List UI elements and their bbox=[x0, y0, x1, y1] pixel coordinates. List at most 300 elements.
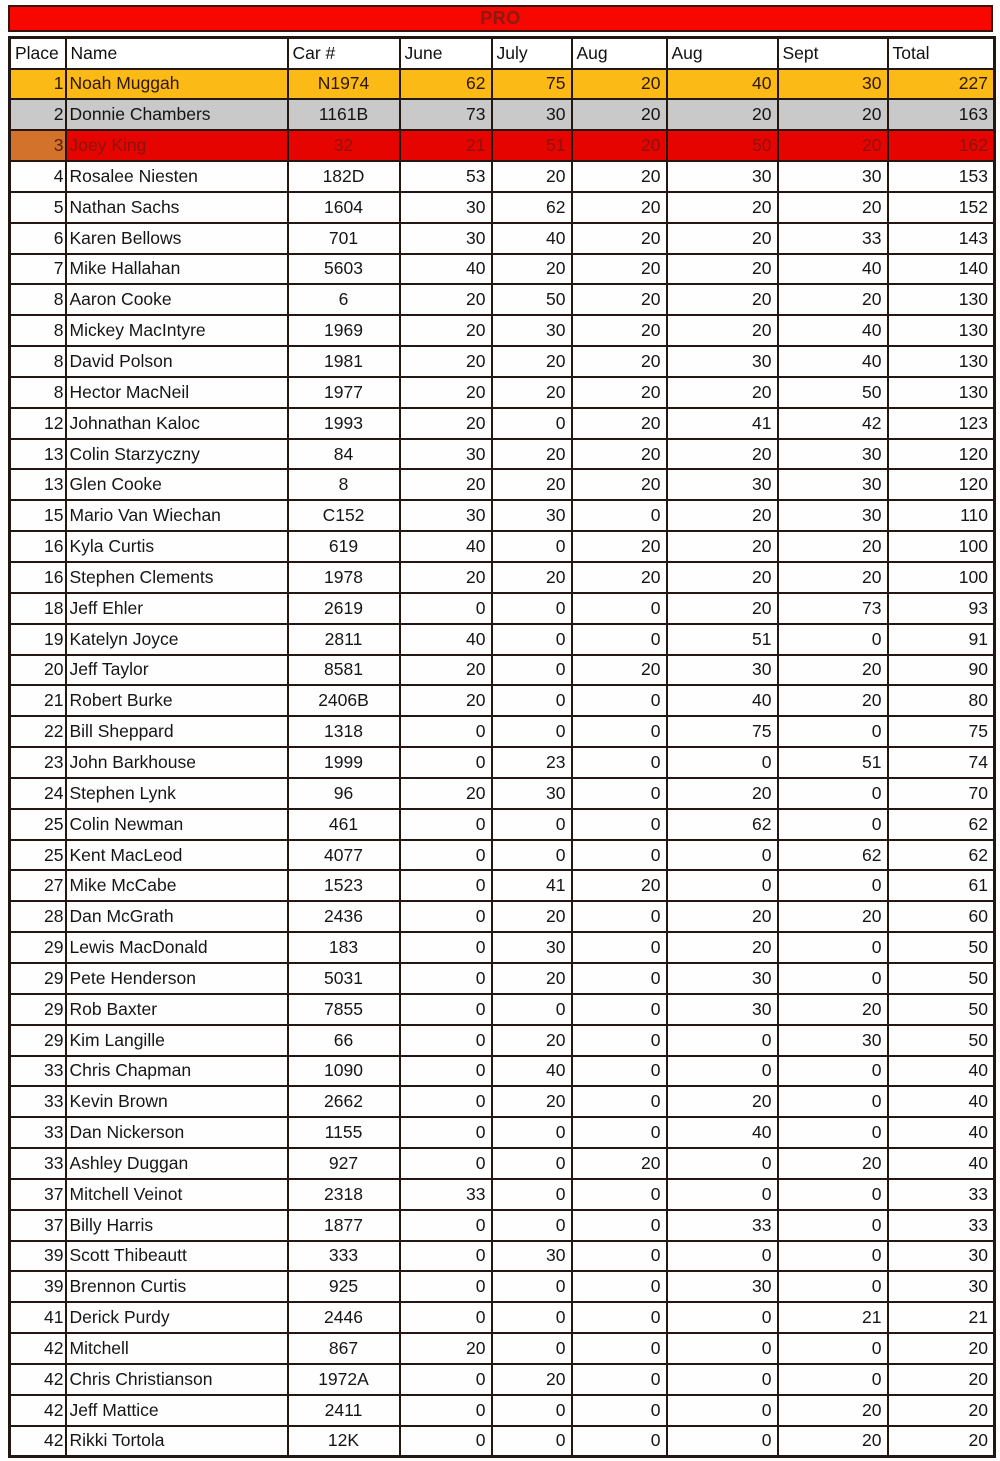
aug1-score-cell: 0 bbox=[572, 963, 667, 994]
column-header-aug2: Aug bbox=[667, 38, 778, 69]
name-cell: Johnathan Kaloc bbox=[66, 408, 288, 439]
july-score-cell: 0 bbox=[492, 716, 572, 747]
name-cell: Derick Purdy bbox=[66, 1302, 288, 1333]
total-cell: 50 bbox=[888, 963, 995, 994]
june-score-cell: 40 bbox=[400, 531, 492, 562]
sept-score-cell: 0 bbox=[778, 716, 888, 747]
aug1-score-cell: 0 bbox=[572, 1179, 667, 1210]
name-cell: Lewis MacDonald bbox=[66, 932, 288, 963]
aug2-score-cell: 20 bbox=[667, 192, 778, 223]
sept-score-cell: 30 bbox=[778, 469, 888, 500]
table-row bbox=[10, 130, 995, 161]
total-cell: 143 bbox=[888, 223, 995, 254]
aug1-score-cell: 0 bbox=[572, 932, 667, 963]
car-number-cell: 2406B bbox=[288, 685, 400, 716]
sept-score-cell: 20 bbox=[778, 1395, 888, 1426]
aug1-score-cell: 0 bbox=[572, 1241, 667, 1272]
aug2-score-cell: 20 bbox=[667, 223, 778, 254]
standings-table-body bbox=[10, 69, 995, 1457]
table-row bbox=[10, 439, 995, 470]
name-cell: Chris Chapman bbox=[66, 1056, 288, 1087]
column-header-sept: Sept bbox=[778, 38, 888, 69]
total-cell: 30 bbox=[888, 1271, 995, 1302]
sept-score-cell: 0 bbox=[778, 809, 888, 840]
july-score-cell: 30 bbox=[492, 1241, 572, 1272]
table-row bbox=[10, 1241, 995, 1272]
sept-score-cell: 0 bbox=[778, 1056, 888, 1087]
july-score-cell: 0 bbox=[492, 1210, 572, 1241]
total-cell: 152 bbox=[888, 192, 995, 223]
sept-score-cell: 50 bbox=[778, 377, 888, 408]
place-cell: 29 bbox=[10, 994, 66, 1025]
aug2-score-cell: 30 bbox=[667, 963, 778, 994]
sept-score-cell: 30 bbox=[778, 439, 888, 470]
aug1-score-cell: 0 bbox=[572, 500, 667, 531]
car-number-cell: 1161B bbox=[288, 99, 400, 130]
july-score-cell: 0 bbox=[492, 1179, 572, 1210]
aug1-score-cell: 20 bbox=[572, 161, 667, 192]
total-cell: 20 bbox=[888, 1426, 995, 1457]
aug2-score-cell: 40 bbox=[667, 685, 778, 716]
car-number-cell: 2436 bbox=[288, 901, 400, 932]
june-score-cell: 0 bbox=[400, 716, 492, 747]
car-number-cell: 2318 bbox=[288, 1179, 400, 1210]
june-score-cell: 40 bbox=[400, 624, 492, 655]
june-score-cell: 20 bbox=[400, 469, 492, 500]
total-cell: 20 bbox=[888, 1364, 995, 1395]
name-cell: Dan Nickerson bbox=[66, 1117, 288, 1148]
total-cell: 75 bbox=[888, 716, 995, 747]
aug1-score-cell: 20 bbox=[572, 562, 667, 593]
aug2-score-cell: 50 bbox=[667, 130, 778, 161]
table-row bbox=[10, 1210, 995, 1241]
aug1-score-cell: 0 bbox=[572, 1302, 667, 1333]
june-score-cell: 73 bbox=[400, 99, 492, 130]
place-cell: 21 bbox=[10, 685, 66, 716]
name-cell: Rob Baxter bbox=[66, 994, 288, 1025]
june-score-cell: 0 bbox=[400, 809, 492, 840]
june-score-cell: 0 bbox=[400, 1302, 492, 1333]
aug1-score-cell: 0 bbox=[572, 778, 667, 809]
name-cell: Bill Sheppard bbox=[66, 716, 288, 747]
aug1-score-cell: 0 bbox=[572, 1426, 667, 1457]
aug1-score-cell: 20 bbox=[572, 469, 667, 500]
aug2-score-cell: 20 bbox=[667, 531, 778, 562]
sept-score-cell: 40 bbox=[778, 254, 888, 285]
sept-score-cell: 20 bbox=[778, 130, 888, 161]
aug2-score-cell: 20 bbox=[667, 1086, 778, 1117]
june-score-cell: 33 bbox=[400, 1179, 492, 1210]
name-cell: Joey King bbox=[66, 130, 288, 161]
june-score-cell: 20 bbox=[400, 315, 492, 346]
class-title: PRO bbox=[480, 8, 521, 28]
car-number-cell: 1978 bbox=[288, 562, 400, 593]
total-cell: 120 bbox=[888, 439, 995, 470]
table-row bbox=[10, 747, 995, 778]
car-number-cell: 4077 bbox=[288, 840, 400, 871]
car-number-cell: C152 bbox=[288, 500, 400, 531]
sept-score-cell: 0 bbox=[778, 778, 888, 809]
total-cell: 140 bbox=[888, 254, 995, 285]
july-score-cell: 51 bbox=[492, 130, 572, 161]
car-number-cell: 1999 bbox=[288, 747, 400, 778]
total-cell: 153 bbox=[888, 161, 995, 192]
aug2-score-cell: 0 bbox=[667, 1241, 778, 1272]
place-cell: 37 bbox=[10, 1179, 66, 1210]
name-cell: Colin Newman bbox=[66, 809, 288, 840]
table-row bbox=[10, 1333, 995, 1364]
table-row bbox=[10, 809, 995, 840]
table-row bbox=[10, 1179, 995, 1210]
june-score-cell: 0 bbox=[400, 1025, 492, 1056]
car-number-cell: 1155 bbox=[288, 1117, 400, 1148]
place-cell: 18 bbox=[10, 593, 66, 624]
table-row bbox=[10, 346, 995, 377]
july-score-cell: 0 bbox=[492, 655, 572, 686]
july-score-cell: 0 bbox=[492, 1271, 572, 1302]
table-row bbox=[10, 531, 995, 562]
july-score-cell: 0 bbox=[492, 685, 572, 716]
name-cell: Glen Cooke bbox=[66, 469, 288, 500]
sept-score-cell: 42 bbox=[778, 408, 888, 439]
name-cell: Kyla Curtis bbox=[66, 531, 288, 562]
sept-score-cell: 30 bbox=[778, 1025, 888, 1056]
place-cell: 13 bbox=[10, 439, 66, 470]
july-score-cell: 20 bbox=[492, 901, 572, 932]
place-cell: 20 bbox=[10, 655, 66, 686]
table-row bbox=[10, 254, 995, 285]
june-score-cell: 30 bbox=[400, 223, 492, 254]
car-number-cell: 96 bbox=[288, 778, 400, 809]
car-number-cell: 66 bbox=[288, 1025, 400, 1056]
sept-score-cell: 20 bbox=[778, 994, 888, 1025]
july-score-cell: 20 bbox=[492, 254, 572, 285]
place-cell: 12 bbox=[10, 408, 66, 439]
aug2-score-cell: 40 bbox=[667, 1117, 778, 1148]
total-cell: 130 bbox=[888, 346, 995, 377]
sept-score-cell: 20 bbox=[778, 901, 888, 932]
name-cell: Jeff Mattice bbox=[66, 1395, 288, 1426]
place-cell: 42 bbox=[10, 1364, 66, 1395]
table-row bbox=[10, 963, 995, 994]
table-row bbox=[10, 1271, 995, 1302]
sept-score-cell: 33 bbox=[778, 223, 888, 254]
aug1-score-cell: 20 bbox=[572, 531, 667, 562]
name-cell: Colin Starzyczny bbox=[66, 439, 288, 470]
column-header-june: June bbox=[400, 38, 492, 69]
aug1-score-cell: 0 bbox=[572, 1025, 667, 1056]
total-cell: 60 bbox=[888, 901, 995, 932]
aug2-score-cell: 75 bbox=[667, 716, 778, 747]
sept-score-cell: 20 bbox=[778, 99, 888, 130]
sept-score-cell: 0 bbox=[778, 932, 888, 963]
car-number-cell: 1604 bbox=[288, 192, 400, 223]
car-number-cell: 183 bbox=[288, 932, 400, 963]
total-cell: 91 bbox=[888, 624, 995, 655]
name-cell: Hector MacNeil bbox=[66, 377, 288, 408]
june-score-cell: 0 bbox=[400, 901, 492, 932]
total-cell: 50 bbox=[888, 1025, 995, 1056]
car-number-cell: 12K bbox=[288, 1426, 400, 1457]
july-score-cell: 40 bbox=[492, 1056, 572, 1087]
aug1-score-cell: 20 bbox=[572, 223, 667, 254]
column-header-total: Total bbox=[888, 38, 995, 69]
sept-score-cell: 0 bbox=[778, 1117, 888, 1148]
car-number-cell: 1972A bbox=[288, 1364, 400, 1395]
total-cell: 40 bbox=[888, 1117, 995, 1148]
total-cell: 70 bbox=[888, 778, 995, 809]
aug2-score-cell: 30 bbox=[667, 655, 778, 686]
aug1-score-cell: 0 bbox=[572, 1395, 667, 1426]
name-cell: Jeff Ehler bbox=[66, 593, 288, 624]
place-cell: 27 bbox=[10, 870, 66, 901]
june-score-cell: 20 bbox=[400, 1333, 492, 1364]
total-cell: 20 bbox=[888, 1333, 995, 1364]
name-cell: Ashley Duggan bbox=[66, 1148, 288, 1179]
class-title-bar bbox=[8, 5, 993, 32]
aug2-score-cell: 20 bbox=[667, 778, 778, 809]
place-cell: 5 bbox=[10, 192, 66, 223]
name-cell: Stephen Lynk bbox=[66, 778, 288, 809]
june-score-cell: 0 bbox=[400, 1148, 492, 1179]
table-row bbox=[10, 716, 995, 747]
aug1-score-cell: 20 bbox=[572, 315, 667, 346]
july-score-cell: 0 bbox=[492, 1302, 572, 1333]
table-row bbox=[10, 315, 995, 346]
table-row bbox=[10, 932, 995, 963]
car-number-cell: 2811 bbox=[288, 624, 400, 655]
place-cell: 25 bbox=[10, 840, 66, 871]
car-number-cell: 619 bbox=[288, 531, 400, 562]
total-cell: 40 bbox=[888, 1056, 995, 1087]
table-row bbox=[10, 870, 995, 901]
aug2-score-cell: 0 bbox=[667, 1302, 778, 1333]
name-cell: Stephen Clements bbox=[66, 562, 288, 593]
aug1-score-cell: 0 bbox=[572, 1364, 667, 1395]
name-cell: Katelyn Joyce bbox=[66, 624, 288, 655]
place-cell: 42 bbox=[10, 1395, 66, 1426]
july-score-cell: 20 bbox=[492, 439, 572, 470]
aug2-score-cell: 20 bbox=[667, 593, 778, 624]
total-cell: 61 bbox=[888, 870, 995, 901]
aug1-score-cell: 20 bbox=[572, 192, 667, 223]
june-score-cell: 0 bbox=[400, 994, 492, 1025]
table-row bbox=[10, 1117, 995, 1148]
june-score-cell: 0 bbox=[400, 870, 492, 901]
june-score-cell: 40 bbox=[400, 254, 492, 285]
aug1-score-cell: 0 bbox=[572, 624, 667, 655]
total-cell: 100 bbox=[888, 531, 995, 562]
place-cell: 3 bbox=[10, 130, 66, 161]
aug2-score-cell: 0 bbox=[667, 1333, 778, 1364]
july-score-cell: 0 bbox=[492, 624, 572, 655]
sept-score-cell: 0 bbox=[778, 1179, 888, 1210]
aug2-score-cell: 20 bbox=[667, 901, 778, 932]
june-score-cell: 30 bbox=[400, 192, 492, 223]
total-cell: 130 bbox=[888, 284, 995, 315]
place-cell: 41 bbox=[10, 1302, 66, 1333]
aug2-score-cell: 0 bbox=[667, 1025, 778, 1056]
aug1-score-cell: 20 bbox=[572, 254, 667, 285]
aug1-score-cell: 20 bbox=[572, 870, 667, 901]
july-score-cell: 0 bbox=[492, 1426, 572, 1457]
total-cell: 130 bbox=[888, 315, 995, 346]
sept-score-cell: 0 bbox=[778, 1364, 888, 1395]
table-row bbox=[10, 1148, 995, 1179]
aug1-score-cell: 20 bbox=[572, 69, 667, 100]
table-row bbox=[10, 1025, 995, 1056]
car-number-cell: 5031 bbox=[288, 963, 400, 994]
june-score-cell: 30 bbox=[400, 500, 492, 531]
table-row bbox=[10, 161, 995, 192]
aug1-score-cell: 20 bbox=[572, 130, 667, 161]
table-row bbox=[10, 655, 995, 686]
sept-score-cell: 0 bbox=[778, 1271, 888, 1302]
aug2-score-cell: 33 bbox=[667, 1210, 778, 1241]
aug2-score-cell: 30 bbox=[667, 994, 778, 1025]
table-row bbox=[10, 1056, 995, 1087]
table-row bbox=[10, 994, 995, 1025]
july-score-cell: 0 bbox=[492, 809, 572, 840]
place-cell: 28 bbox=[10, 901, 66, 932]
sept-score-cell: 0 bbox=[778, 1086, 888, 1117]
aug1-score-cell: 0 bbox=[572, 1086, 667, 1117]
car-number-cell: 1523 bbox=[288, 870, 400, 901]
aug2-score-cell: 30 bbox=[667, 346, 778, 377]
name-cell: Chris Christianson bbox=[66, 1364, 288, 1395]
aug1-score-cell: 20 bbox=[572, 408, 667, 439]
place-cell: 29 bbox=[10, 932, 66, 963]
table-row bbox=[10, 593, 995, 624]
july-score-cell: 30 bbox=[492, 932, 572, 963]
name-cell: Nathan Sachs bbox=[66, 192, 288, 223]
name-cell: Kevin Brown bbox=[66, 1086, 288, 1117]
total-cell: 123 bbox=[888, 408, 995, 439]
place-cell: 22 bbox=[10, 716, 66, 747]
car-number-cell: 333 bbox=[288, 1241, 400, 1272]
aug1-score-cell: 0 bbox=[572, 901, 667, 932]
july-score-cell: 0 bbox=[492, 1148, 572, 1179]
car-number-cell: 927 bbox=[288, 1148, 400, 1179]
place-cell: 39 bbox=[10, 1241, 66, 1272]
sept-score-cell: 20 bbox=[778, 655, 888, 686]
aug2-score-cell: 20 bbox=[667, 99, 778, 130]
table-row bbox=[10, 408, 995, 439]
place-cell: 6 bbox=[10, 223, 66, 254]
aug1-score-cell: 0 bbox=[572, 1271, 667, 1302]
sept-score-cell: 0 bbox=[778, 963, 888, 994]
place-cell: 29 bbox=[10, 963, 66, 994]
total-cell: 33 bbox=[888, 1210, 995, 1241]
july-score-cell: 41 bbox=[492, 870, 572, 901]
total-cell: 130 bbox=[888, 377, 995, 408]
name-cell: Rikki Tortola bbox=[66, 1426, 288, 1457]
table-row bbox=[10, 500, 995, 531]
place-cell: 23 bbox=[10, 747, 66, 778]
column-header-car: Car # bbox=[288, 38, 400, 69]
july-score-cell: 0 bbox=[492, 1395, 572, 1426]
place-cell: 15 bbox=[10, 500, 66, 531]
name-cell: Kent MacLeod bbox=[66, 840, 288, 871]
june-score-cell: 0 bbox=[400, 963, 492, 994]
july-score-cell: 62 bbox=[492, 192, 572, 223]
table-row bbox=[10, 1364, 995, 1395]
july-score-cell: 20 bbox=[492, 1086, 572, 1117]
aug1-score-cell: 0 bbox=[572, 1333, 667, 1364]
car-number-cell: 2446 bbox=[288, 1302, 400, 1333]
car-number-cell: 84 bbox=[288, 439, 400, 470]
june-score-cell: 0 bbox=[400, 747, 492, 778]
sept-score-cell: 51 bbox=[778, 747, 888, 778]
july-score-cell: 20 bbox=[492, 161, 572, 192]
june-score-cell: 0 bbox=[400, 1056, 492, 1087]
place-cell: 33 bbox=[10, 1056, 66, 1087]
car-number-cell: 5603 bbox=[288, 254, 400, 285]
name-cell: Billy Harris bbox=[66, 1210, 288, 1241]
july-score-cell: 20 bbox=[492, 469, 572, 500]
place-cell: 8 bbox=[10, 346, 66, 377]
sept-score-cell: 20 bbox=[778, 562, 888, 593]
aug2-score-cell: 0 bbox=[667, 1148, 778, 1179]
total-cell: 50 bbox=[888, 994, 995, 1025]
total-cell: 74 bbox=[888, 747, 995, 778]
table-row bbox=[10, 192, 995, 223]
car-number-cell: 7855 bbox=[288, 994, 400, 1025]
table-row bbox=[10, 1426, 995, 1457]
july-score-cell: 50 bbox=[492, 284, 572, 315]
june-score-cell: 0 bbox=[400, 1086, 492, 1117]
sept-score-cell: 20 bbox=[778, 531, 888, 562]
june-score-cell: 0 bbox=[400, 1426, 492, 1457]
july-score-cell: 75 bbox=[492, 69, 572, 100]
place-cell: 8 bbox=[10, 315, 66, 346]
sept-score-cell: 30 bbox=[778, 69, 888, 100]
car-number-cell: 182D bbox=[288, 161, 400, 192]
july-score-cell: 20 bbox=[492, 963, 572, 994]
june-score-cell: 20 bbox=[400, 778, 492, 809]
car-number-cell: 701 bbox=[288, 223, 400, 254]
june-score-cell: 20 bbox=[400, 346, 492, 377]
aug2-score-cell: 20 bbox=[667, 500, 778, 531]
june-score-cell: 53 bbox=[400, 161, 492, 192]
car-number-cell: 1969 bbox=[288, 315, 400, 346]
total-cell: 20 bbox=[888, 1395, 995, 1426]
name-cell: Scott Thibeautt bbox=[66, 1241, 288, 1272]
table-row bbox=[10, 223, 995, 254]
table-row bbox=[10, 685, 995, 716]
place-cell: 16 bbox=[10, 531, 66, 562]
total-cell: 163 bbox=[888, 99, 995, 130]
header-row bbox=[10, 38, 995, 69]
aug1-score-cell: 20 bbox=[572, 284, 667, 315]
aug2-score-cell: 0 bbox=[667, 1179, 778, 1210]
name-cell: Mitchell bbox=[66, 1333, 288, 1364]
june-score-cell: 0 bbox=[400, 1271, 492, 1302]
sept-score-cell: 0 bbox=[778, 1210, 888, 1241]
car-number-cell: 925 bbox=[288, 1271, 400, 1302]
sept-score-cell: 30 bbox=[778, 161, 888, 192]
total-cell: 62 bbox=[888, 809, 995, 840]
car-number-cell: 2411 bbox=[288, 1395, 400, 1426]
aug2-score-cell: 30 bbox=[667, 1271, 778, 1302]
table-row bbox=[10, 778, 995, 809]
aug1-score-cell: 20 bbox=[572, 346, 667, 377]
column-header-aug1: Aug bbox=[572, 38, 667, 69]
aug2-score-cell: 20 bbox=[667, 377, 778, 408]
july-score-cell: 40 bbox=[492, 223, 572, 254]
table-row bbox=[10, 840, 995, 871]
total-cell: 110 bbox=[888, 500, 995, 531]
